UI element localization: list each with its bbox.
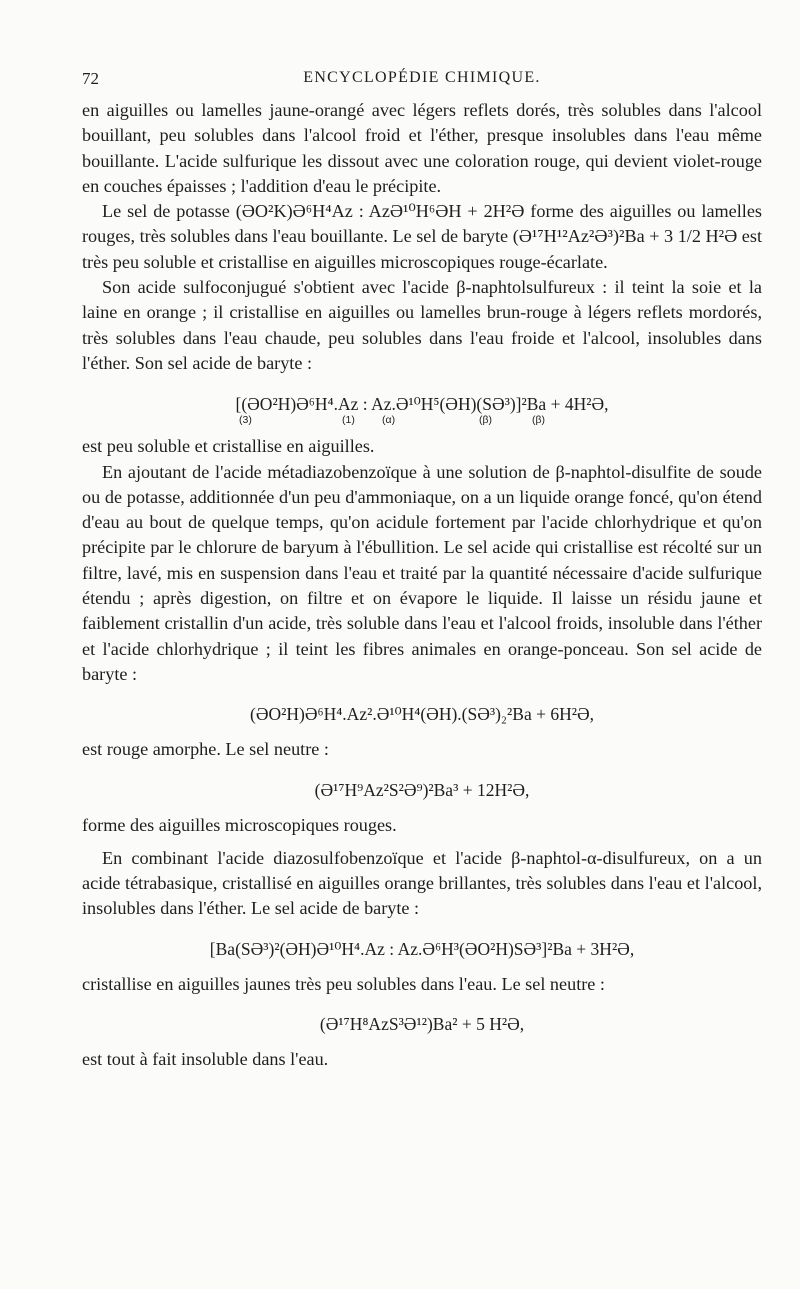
paragraph-1: en aiguilles ou lamelles jaune-orangé avec légers reflets dorés, très solubles dans l'alcool bouillant, peu solubles dans l'alcool froid et l'éther, presque insolubles dans l'eau même bouillante. L'acide sulfurique les dissout avec une coloration rouge, qui devient violet-rouge en couches épaisses ; l'addition d'eau le précipite. (82, 100, 762, 196)
page-body (82, 98, 762, 1072)
paragraph-10: est tout à fait insoluble dans l'eau. (82, 1049, 329, 1070)
paragraph-4: est peu soluble et cristallise en aiguilles. (82, 436, 375, 457)
paragraph-6: est rouge amorphe. Le sel neutre : (82, 739, 329, 760)
locant: (1) (342, 414, 355, 427)
formula-1-locants (82, 414, 762, 428)
paragraph-5: En ajoutant de l'acide métadiazobenzoïque à une solution de β-naphtol-disulfite de soude ou de potasse, additionnée d'un peu d'ammoniaque, on a un liquide orange foncé, qu'on étend d'eau au bout de quelque temps, qu'on acidule fortement par l'acide chlorhydrique et qu'on précipite par le chlorure de baryum à l'ébullition. Le sel acide qui cristallise est récolté sur un filtre, lavé, mis en suspension dans l'eau et traité par la quantité nécessaire d'acide sulfurique étendu ; après digestion, on filtre et on évapore le liquide. Il laisse un résidu jaune et faiblement cristallin d'un acide, très soluble dans l'eau et l'alcool froids, insoluble dans l'éther et l'acide chlorhydrique ; il teint les fibres animales en orange-ponceau. Son sel acide de baryte : (82, 461, 762, 684)
formula-3: (Ə¹⁷H⁹Az²S²Ə⁹)²Ba³ + 12H²Ə, (314, 779, 530, 800)
paragraph-7: forme des aiguilles microscopiques rouges. (82, 814, 397, 835)
paragraph-9: cristallise en aiguilles jaunes très peu solubles dans l'eau. Le sel neutre : (82, 973, 605, 994)
page-number: 72 (82, 69, 99, 88)
paragraph-2: Le sel de potasse (ƏO²K)Ə⁶H⁴Az : AzƏ¹⁰H⁶ƏH + 2H²Ə forme des aiguilles ou lamelles rouges, très solubles dans l'eau bouillante. Le sel de baryte (Ə¹⁷H¹²Az²Ə³)²Ba + 3 1/2 H²Ə est très peu soluble et cristallise en aiguilles microscopiques rouge-écarlate. (82, 201, 762, 272)
formula-5: (Ə¹⁷H⁸AzS³Ə¹²)Ba² + 5 H²Ə, (319, 1014, 525, 1035)
locant: (3) (239, 414, 252, 427)
page-header (82, 69, 762, 91)
paragraph-8: En combinant l'acide diazosulfobenzoïque et l'acide β-naphtol-α-disulfureux, on a un acide tétrabasique, cristallisé en aiguilles orange brillantes, très solubles dans l'eau et l'alcool, insolubles dans l'éther. Le sel acide de baryte : (82, 847, 762, 919)
formula-1-text: [(ƏO²H)Ə⁶H⁴.Az : Az.Ə¹⁰H⁵(ƏH)(SƏ³)]²Ba + 4H²Ə, (235, 394, 609, 415)
running-title: ENCYCLOPÉDIE CHIMIQUE. (303, 69, 541, 86)
locant: (β) (532, 414, 546, 427)
formula-4: [Ba(SƏ³)²(ƏH)Ə¹⁰H⁴.Az : Az.Ə⁶H³(ƏO²H)SƏ³]²Ba + 3H²Ə, (209, 938, 635, 959)
paragraph-3: Son acide sulfoconjugué s'obtient avec l'acide β-naphtolsulfureux : il teint la soie et la laine en orange ; il cristallise en aiguilles ou lamelles brun-rouge à légers reflets mordorés, très solubles dans l'eau chaude, peu solubles dans l'eau froide et l'alcool, insolubles dans l'éther. Son sel acide de baryte : (82, 277, 762, 373)
locant: (β) (479, 414, 493, 427)
locant: (α) (382, 414, 396, 427)
formula-1 (82, 394, 762, 428)
formula-2: (ƏO²H)Ə⁶H⁴.Az².Ə¹⁰H⁴(ƏH).(SƏ³)₂²Ba + 6H²Ə, (250, 704, 594, 725)
